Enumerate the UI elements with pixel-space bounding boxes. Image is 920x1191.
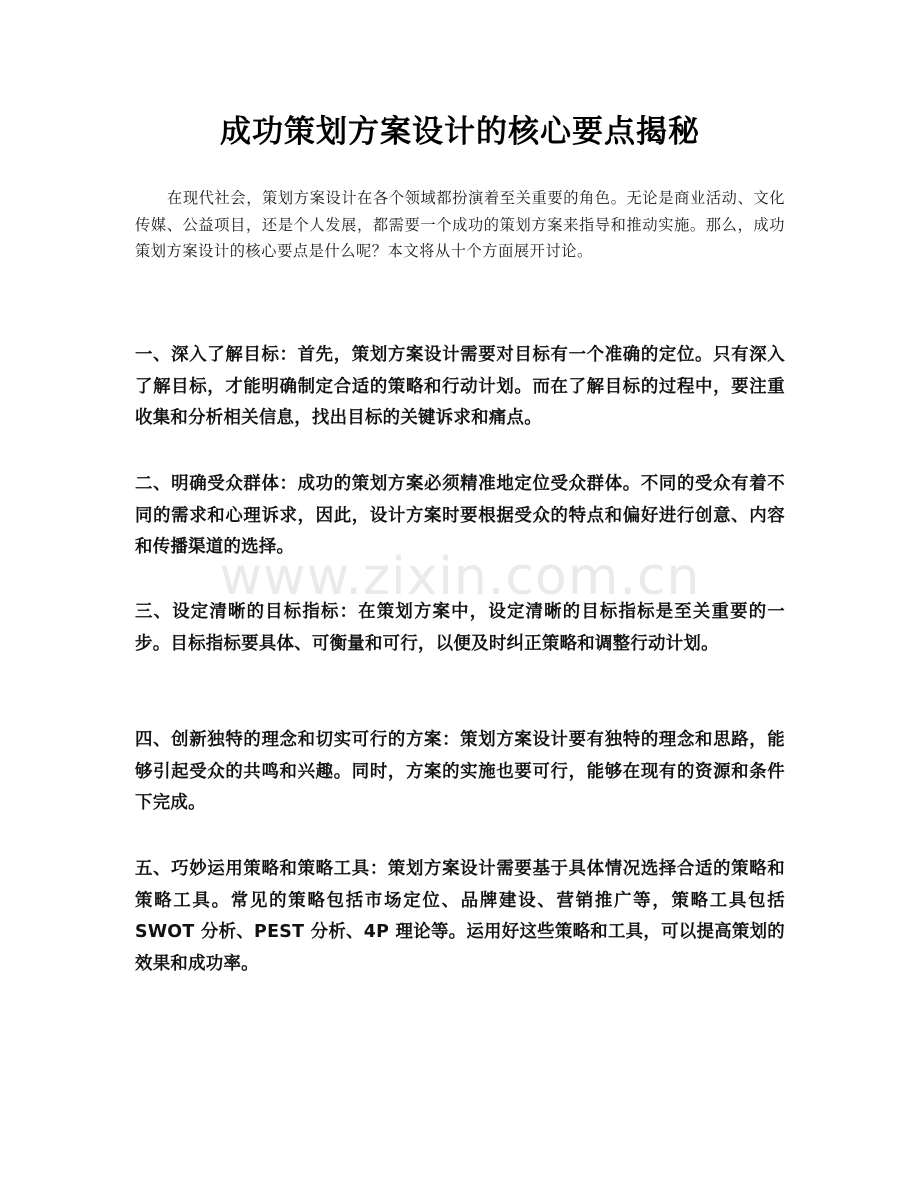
section-5-paragraph: 五、巧妙运用策略和策略工具：策划方案设计需要基于具体情况选择合适的策略和策略工具。常见的策略包括市场定位、品牌建设、营销推广等，策略工具包括 SWOT 分析、PEST 分析、4P 理论等。运用好这些策略和工具，可以提高策划的效果和成功率。: [135, 859, 785, 974]
section-3-paragraph: 三、设定清晰的目标指标：在策划方案中，设定清晰的目标指标是至关重要的一步。目标指标要具体、可衡量和可行，以便及时纠正策略和调整行动计划。: [135, 602, 785, 654]
section-1-paragraph: 一、深入了解目标：首先，策划方案设计需要对目标有一个准确的定位。只有深入了解目标，才能明确制定合适的策略和行动计划。而在了解目标的过程中，要注重收集和分析相关信息，找出目标的关键诉求和痛点。: [135, 345, 785, 428]
section-2-paragraph: 二、明确受众群体：成功的策划方案必须精准地定位受众群体。不同的受众有着不同的需求和心理诉求，因此，设计方案时要根据受众的特点和偏好进行创意、内容和传播渠道的选择。: [135, 474, 785, 557]
watermark-text: www.zixin.com.cn: [219, 547, 701, 607]
intro-paragraph: 在现代社会，策划方案设计在各个领域都扮演着至关重要的角色。无论是商业活动、文化传媒、公益项目，还是个人发展，都需要一个成功的策划方案来指导和推动实施。那么，成功策划方案设计的核心要点是什么呢？本文将从十个方面展开讨论。: [135, 189, 785, 261]
section-4-paragraph: 四、创新独特的理念和切实可行的方案：策划方案设计要有独特的理念和思路，能够引起受众的共鸣和兴趣。同时，方案的实施也要可行，能够在现有的资源和条件下完成。: [135, 730, 785, 813]
document-title: 成功策划方案设计的核心要点揭秘: [220, 114, 700, 150]
